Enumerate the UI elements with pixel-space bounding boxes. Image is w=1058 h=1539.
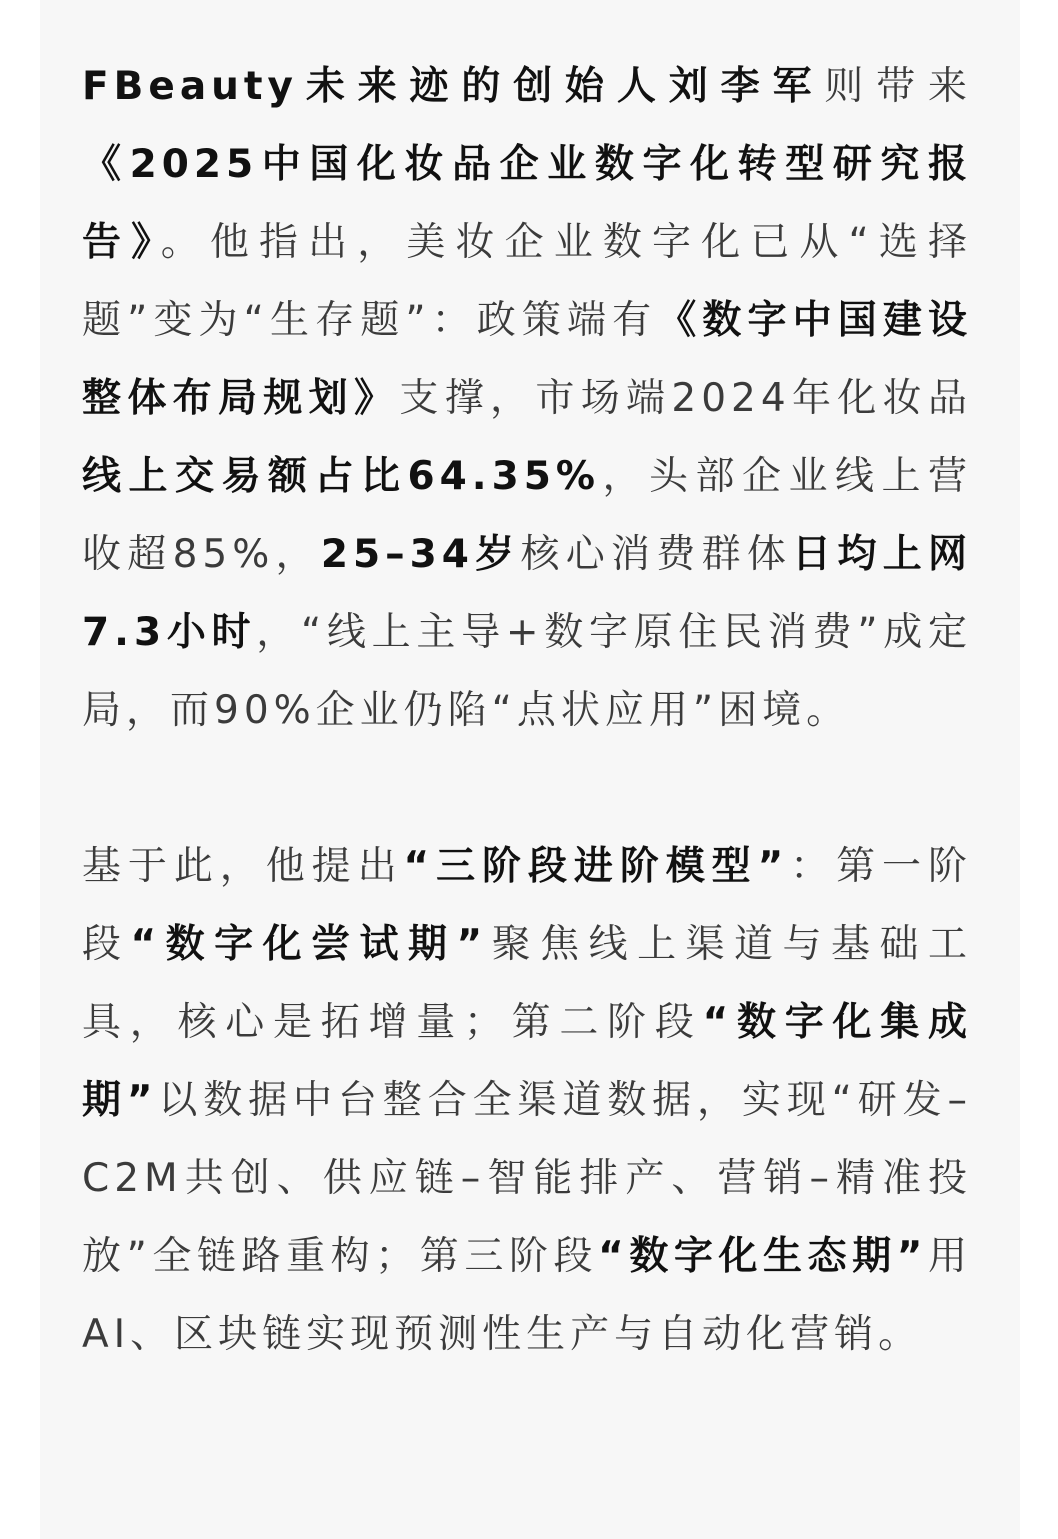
article-body: [82, 48, 972, 1374]
body-text: 则带来: [824, 64, 972, 109]
body-text: 聚焦线上渠道与基础工具，核心是拓增量；第二阶段: [82, 922, 972, 1045]
online-hours-stat: 日均上网7.3小时: [82, 532, 973, 655]
paragraph-three-stage-model: [82, 828, 972, 1374]
body-text: 支撑，市场端2024年化妆品: [399, 376, 972, 421]
body-text: 用AI、区块链实现预测性生产与自动化营销。: [82, 1234, 972, 1357]
body-text: ，“线上主导+数字原住民消费”成定局，而90%企业仍陷“点状应用”困境。: [82, 610, 973, 733]
age-group: 25–34岁: [320, 532, 521, 577]
article-page: [40, 0, 1020, 1539]
report-title: 《2025中国化妆品企业数字化转型研究报告》: [82, 142, 972, 265]
policy-title: 《数字中国建设整体布局规划》: [82, 298, 972, 421]
body-text: ，头部企业线上营收超85%，: [82, 454, 972, 577]
stage-one-name: “数字化尝试期”: [130, 922, 488, 967]
model-name: “三阶段进阶模型”: [403, 844, 789, 889]
online-share-stat: 线上交易额占比64.35%: [82, 454, 600, 499]
stage-three-name: “数字化生态期”: [598, 1234, 928, 1279]
body-text: ：第一阶段: [82, 844, 972, 967]
founder-name: FBeauty未来迹的创始人刘李军: [82, 64, 825, 109]
body-text: 基于此，他提出: [82, 844, 404, 889]
stage-two-name: “数字化集成期”: [82, 1000, 972, 1123]
body-text: 以数据中台整合全渠道数据，实现“研发–C2M共创、供应链–智能排产、营销–精准投放”全链路重构；第三阶段: [82, 1078, 972, 1279]
paragraph-report-summary: [82, 48, 972, 750]
body-text: 核心消费群体: [520, 532, 793, 577]
body-text: 。他指出，美妆企业数字化已从“选择题”变为“生存题”：政策端有: [82, 220, 972, 343]
